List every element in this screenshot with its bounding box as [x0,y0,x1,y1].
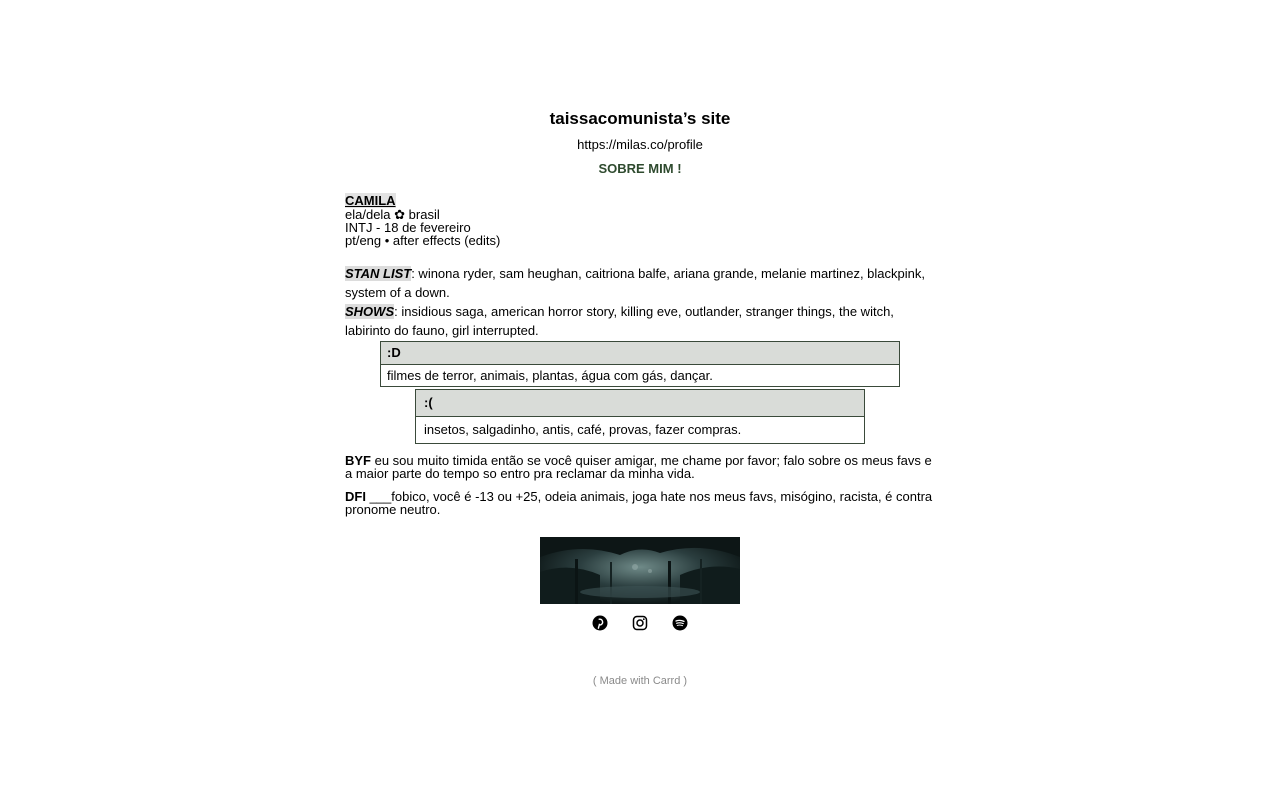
forest-banner-image [540,537,740,604]
dfi-label: DFI [345,489,366,504]
likes-table-header: :D [381,342,899,365]
dislikes-table-header: :( [416,390,864,417]
made-with-carrd-link[interactable]: ( Made with Carrd ) [592,675,688,687]
pinterest-icon[interactable] [592,615,608,631]
shows-list [345,302,937,340]
made-with-carrd [0,674,1280,688]
shows-text: : insidious saga, american horror story, killing eve, outlander, stranger things, the witch, labirinto do fauno, girl interrupted. [345,304,894,338]
profile-pronouns-country: ela/dela ✿ brasil [345,207,440,222]
byf-text: eu sou muito timida então se você quiser amigar, me chame por favor; falo sobre os meus favs e a maior parte do tempo so entro pra reclamar da minha vida. [345,453,932,481]
spotify-icon[interactable] [672,615,688,631]
main-content [345,193,937,516]
byf-label: BYF [345,453,371,468]
dislikes-table-cell: insetos, salgadinho, antis, café, provas, fazer compras. [424,422,742,437]
instagram-icon[interactable] [632,615,648,631]
likes-table-cell: filmes de terror, animais, plantas, água com gás, dançar. [387,368,713,383]
likes-table [380,341,900,387]
profile-name: CAMILA [345,193,396,208]
social-links [0,614,1280,634]
stan-list-label: STAN LIST [345,266,412,281]
dfi-paragraph [345,490,937,516]
shows-label: SHOWS [345,304,395,319]
site-title: taissacomunista’s site [549,109,731,128]
about-heading: SOBRE MIM ! [598,161,682,176]
profile-mbti-birthday: INTJ - 18 de fevereiro [345,220,471,235]
stan-list-text: : winona ryder, sam heughan, caitriona balfe, ariana grande, melanie martinez, blackpink, system of a down. [345,266,925,300]
profile-section [345,193,937,247]
site-url: https://milas.co/profile [577,137,703,152]
dislikes-table [415,389,865,444]
stan-list [345,264,937,302]
stan-list-section [345,264,937,340]
profile-languages-skills: pt/eng • after effects (edits) [345,233,501,248]
dfi-text: ___fobico, você é -13 ou +25, odeia animais, joga hate nos meus favs, misógino, racista, é contra pronome neutro. [345,489,933,517]
byf-paragraph [345,454,937,480]
